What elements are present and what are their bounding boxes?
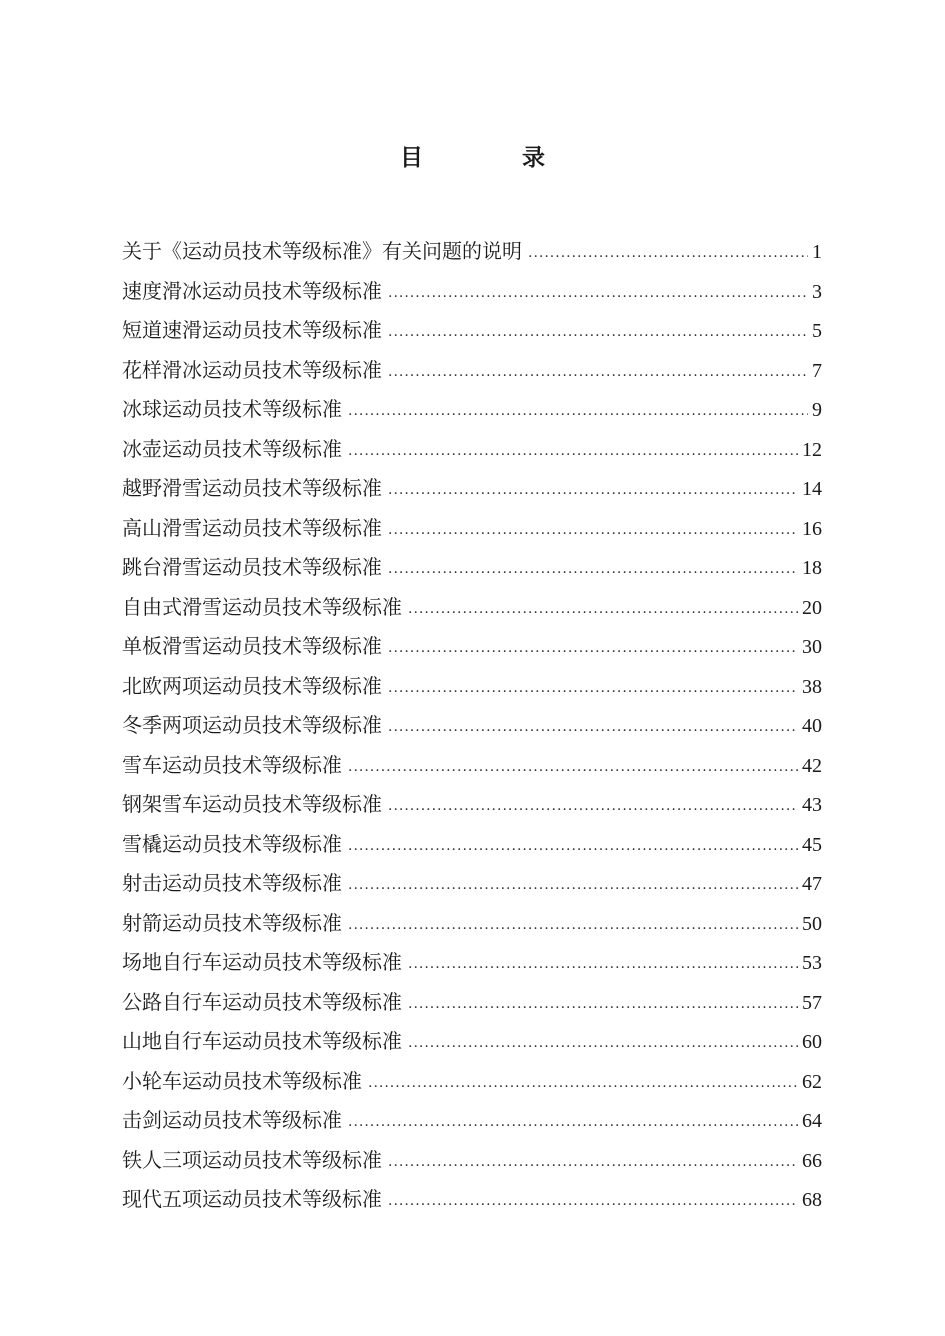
toc-entry-page: 68 [802,1189,822,1211]
toc-entry-label: 关于《运动员技术等级标准》有关问题的说明 [122,239,522,263]
dot-leader [408,945,798,985]
dot-leader [408,590,798,630]
dot-leader [388,787,798,827]
dot-leader [528,234,808,274]
dot-leader [388,471,798,511]
dot-leader [368,1064,798,1104]
toc-entry-label: 单板滑雪运动员技术等级标准 [122,634,382,658]
toc-entry-label: 冰球运动员技术等级标准 [122,397,342,421]
dot-leader [348,432,798,472]
dot-leader [388,550,798,590]
toc-entry[interactable] [122,864,822,904]
dot-leader [388,629,798,669]
dot-leader [388,708,798,748]
toc-entry-label: 短道速滑运动员技术等级标准 [122,318,382,342]
dot-leader [408,985,798,1025]
toc-entry-label: 北欧两项运动员技术等级标准 [122,673,382,698]
toc-entry[interactable] [122,509,822,549]
toc-entry[interactable] [122,390,822,430]
toc-entry-page: 45 [802,833,822,856]
toc-entry[interactable] [122,588,822,628]
toc-entry-page: 1 [812,241,822,263]
toc-entry[interactable] [122,825,822,865]
dot-leader [408,1024,798,1064]
toc-entry[interactable] [122,627,822,667]
toc-entry[interactable] [122,272,822,312]
toc-entry-page: 30 [802,636,822,658]
toc-entry-page: 20 [802,596,822,619]
toc-entry-label: 场地自行车运动员技术等级标准 [122,950,402,974]
toc-entry-label: 小轮车运动员技术等级标准 [122,1068,362,1093]
toc-entry-label: 雪橇运动员技术等级标准 [122,831,342,856]
toc-entry[interactable] [122,746,822,786]
toc-entry-label: 冬季两项运动员技术等级标准 [122,713,382,737]
dot-leader [388,274,808,314]
dot-leader [348,827,798,867]
toc-entry[interactable] [122,667,822,707]
dot-leader [348,392,808,432]
toc-entry-label: 雪车运动员技术等级标准 [122,752,342,777]
toc-entry-label: 击剑运动员技术等级标准 [122,1108,342,1132]
toc-entry[interactable] [122,1101,822,1141]
toc-entry[interactable] [122,351,822,391]
toc-entry-page: 12 [802,438,822,461]
toc-entry-page: 14 [802,478,822,500]
toc-entry-page: 64 [802,1110,822,1132]
toc-entry[interactable] [122,706,822,746]
toc-entry-page: 57 [802,991,822,1014]
toc-entry-page: 53 [802,952,822,974]
toc-entry[interactable] [122,430,822,470]
toc-entry-page: 60 [802,1031,822,1053]
toc-entry-label: 铁人三项运动员技术等级标准 [122,1147,382,1172]
toc-entry-page: 66 [802,1149,822,1172]
toc-entry-label: 自由式滑雪运动员技术等级标准 [122,594,402,619]
toc-entry[interactable] [122,1141,822,1181]
toc-entry-label: 射箭运动员技术等级标准 [122,910,342,935]
dot-leader [348,1103,798,1143]
dot-leader [388,353,808,393]
toc-entry[interactable] [122,1062,822,1102]
toc-entry-page: 43 [802,794,822,816]
toc-entry-page: 62 [802,1070,822,1093]
toc-entry[interactable] [122,904,822,944]
dot-leader [348,866,798,906]
page-title: 目 录 [400,144,583,171]
toc-entry-label: 射击运动员技术等级标准 [122,871,342,895]
toc-entry[interactable] [122,232,822,272]
dot-leader [348,906,798,946]
toc-entry-label: 山地自行车运动员技术等级标准 [122,1029,402,1053]
toc-entry[interactable] [122,785,822,825]
toc-entry[interactable] [122,1022,822,1062]
toc-entry-label: 跳台滑雪运动员技术等级标准 [122,555,382,579]
toc-entry-page: 50 [802,912,822,935]
toc-entry-page: 18 [802,557,822,579]
toc-entry-page: 7 [812,359,822,382]
table-of-contents [122,232,822,1220]
toc-entry-label: 公路自行车运动员技术等级标准 [122,989,402,1014]
toc-entry[interactable] [122,1180,822,1220]
dot-leader [388,669,798,709]
toc-entry-page: 47 [802,873,822,895]
toc-entry-page: 16 [802,517,822,540]
dot-leader [388,511,798,551]
dot-leader [388,313,808,353]
toc-entry-label: 越野滑雪运动员技术等级标准 [122,476,382,500]
toc-entry-page: 3 [812,280,822,303]
toc-entry[interactable] [122,548,822,588]
toc-entry-label: 高山滑雪运动员技术等级标准 [122,515,382,540]
toc-entry-page: 38 [802,675,822,698]
toc-entry-page: 5 [812,320,822,342]
toc-entry-label: 速度滑冰运动员技术等级标准 [122,278,382,303]
toc-entry-label: 钢架雪车运动员技术等级标准 [122,792,382,816]
toc-entry-label: 现代五项运动员技术等级标准 [122,1187,382,1211]
toc-entry-label: 花样滑冰运动员技术等级标准 [122,357,382,382]
dot-leader [348,748,798,788]
toc-entry-page: 42 [802,754,822,777]
toc-entry[interactable] [122,983,822,1023]
toc-entry-page: 40 [802,715,822,737]
toc-entry-page: 9 [812,399,822,421]
toc-entry-label: 冰壶运动员技术等级标准 [122,436,342,461]
dot-leader [388,1143,798,1183]
toc-entry[interactable] [122,469,822,509]
dot-leader [388,1182,798,1222]
toc-entry[interactable] [122,311,822,351]
toc-entry[interactable] [122,943,822,983]
